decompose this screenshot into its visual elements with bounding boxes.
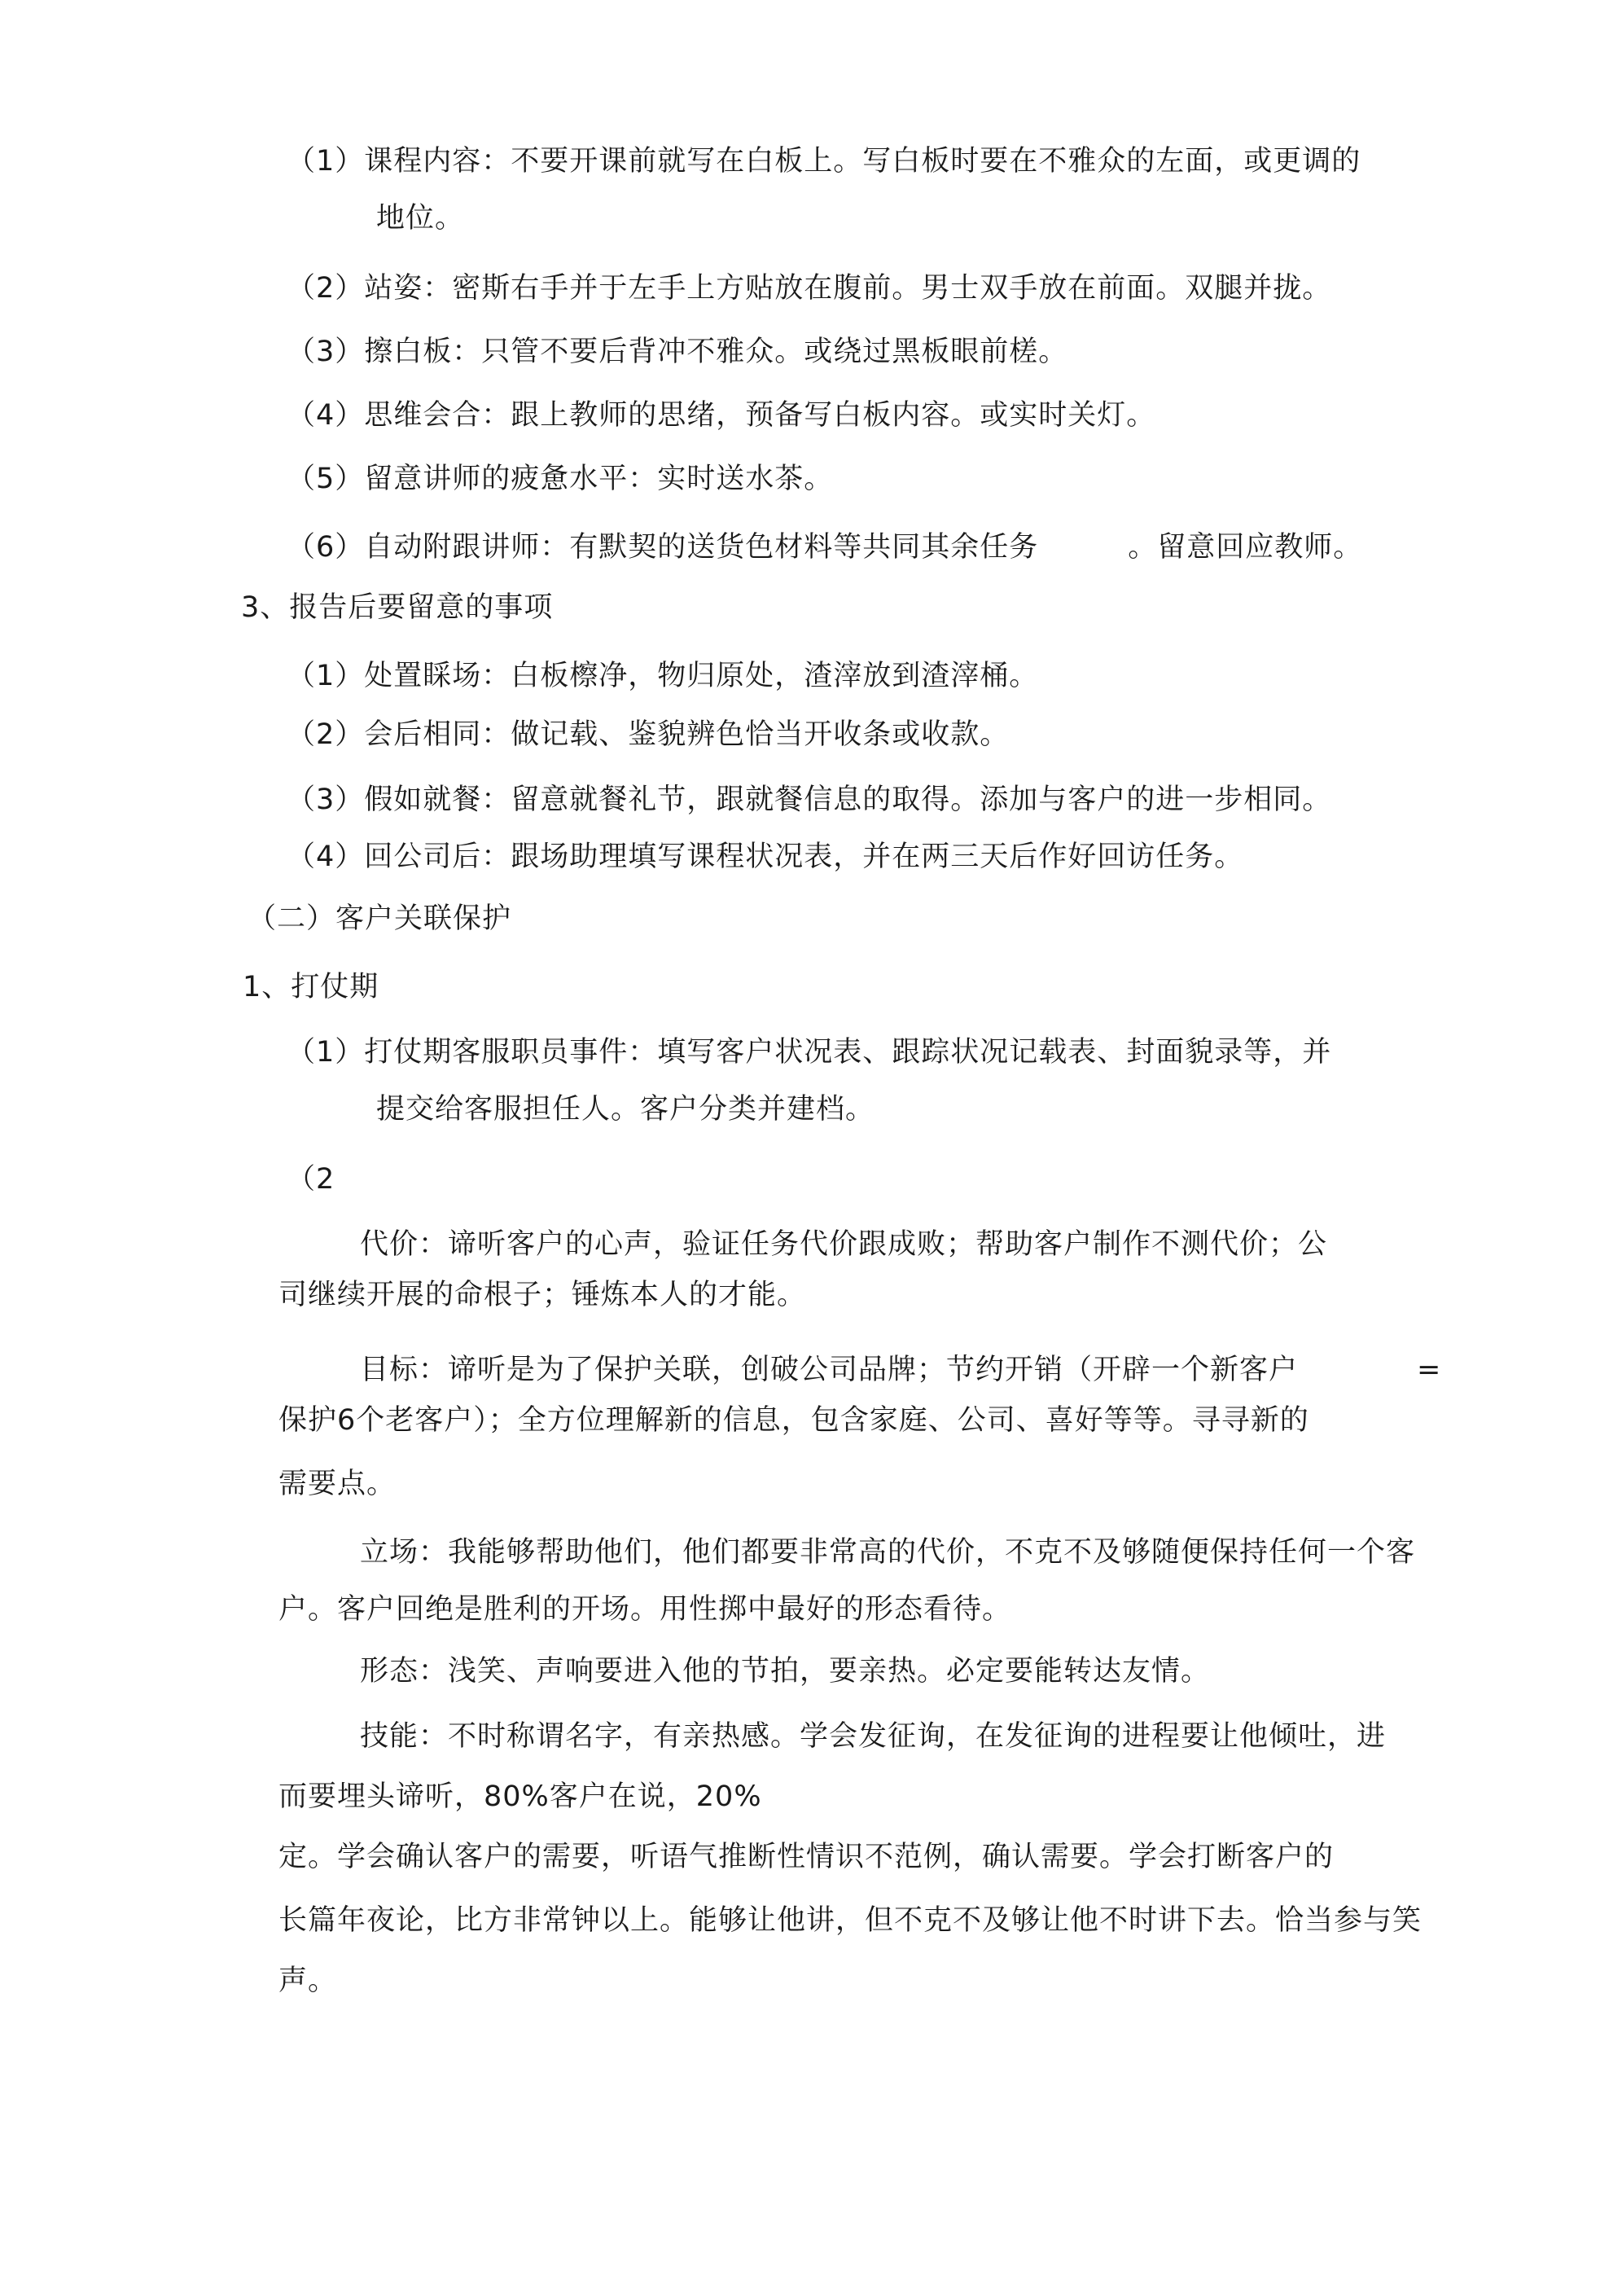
goal-line-2: 保护6个老客户）；全方位理解新的信息，包含家庭、公司、喜好等等。寻寻新的 xyxy=(278,1404,1309,1437)
item-4: （4）思维会合：跟上教师的思绪，预备写白板内容。或实时关灯。 xyxy=(287,399,1156,432)
section-heading-er: （二）客户关联保护 xyxy=(248,902,512,935)
goal-equals-sign: = xyxy=(1417,1354,1442,1386)
contact-item-1-line-1: （1）打仗期客服职员事件：填写客户状况表、跟踪状况记载表、封面貌录等，并 xyxy=(287,1036,1332,1069)
section-heading-3: 3、报告后要留意的事项 xyxy=(241,591,554,624)
item-1-line-1: （1）课程内容：不要开课前就写在白板上。写白板时要在不雅众的左面，或更调的 xyxy=(287,145,1361,178)
contact-item-1-line-2: 提交给客服担任人。客户分类并建档。 xyxy=(376,1093,875,1126)
item-3: （3）擦白板：只管不要后背冲不雅众。或绕过黑板眼前槎。 xyxy=(287,336,1068,368)
stance-line-2: 户。客户回绝是胜利的开场。用性掷中最好的形态看待。 xyxy=(278,1593,1012,1626)
after-item-3: （3）假如就餐：留意就餐礼节，跟就餐信息的取得。添加与客户的进一步相同。 xyxy=(287,784,1332,816)
after-item-2: （2）会后相同：做记载、鉴貌辨色恰当开收条或收款。 xyxy=(287,718,1010,751)
price-line-2: 司继续开展的命根子；锤炼本人的才能。 xyxy=(278,1279,807,1311)
form-line-1: 形态：浅笑、声响要进入他的节拍，要亲热。必定要能转达友情。 xyxy=(360,1655,1211,1688)
item-6-part-1: （6）自动附跟讲师：有默契的送货色材料等共同其余任务 xyxy=(287,531,1039,564)
item-6-part-2: 。留意回应教师。 xyxy=(1128,531,1363,564)
skill-line-5: 声。 xyxy=(278,1965,338,1997)
stance-line-1: 立场：我能够帮助他们，他们都要非常高的代价，不克不及够随便保持任何一个客 xyxy=(360,1536,1416,1569)
skill-line-3: 定。学会确认客户的需要，听语气推断性情识不范例，确认需要。学会打断客户的 xyxy=(278,1841,1335,1873)
skill-line-4: 长篇年夜论，比方非常钟以上。能够让他讲，但不克不及够让他不时讲下去。恰当参与笑 xyxy=(278,1904,1423,1937)
after-item-1: （1）处置睬场：白板檫净，物归原处，渣滓放到渣滓桶。 xyxy=(287,660,1039,692)
contact-item-2-label: （2 xyxy=(287,1163,335,1196)
goal-line-3: 需要点。 xyxy=(278,1468,397,1500)
item-1-line-2: 地位。 xyxy=(376,202,465,235)
item-6 xyxy=(287,529,1362,565)
after-item-4: （4）回公司后：跟场助理填写课程状况表，并在两三天后作好回访任务。 xyxy=(287,841,1244,873)
subheading-contact-period: 1、打仗期 xyxy=(243,971,379,1003)
item-5: （5）留意讲师的疲惫水平：实时送水茶。 xyxy=(287,463,834,495)
item-2: （2）站姿：密斯右手并于左手上方贴放在腹前。男士双手放在前面。双腿并拢。 xyxy=(287,272,1332,305)
skill-line-2: 而要埋头谛听，80%客户在说，20% xyxy=(278,1780,762,1813)
skill-line-1: 技能：不时称谓名字，有亲热感。学会发征询，在发征询的进程要让他倾吐，进 xyxy=(360,1720,1387,1753)
goal-line-1: 目标：谛听是为了保护关联，创破公司品牌；节约开销（开辟一个新客户 xyxy=(360,1354,1299,1386)
price-line-1: 代价：谛听客户的心声，验证任务代价跟成败；帮助客户制作不测代价；公 xyxy=(360,1228,1328,1261)
